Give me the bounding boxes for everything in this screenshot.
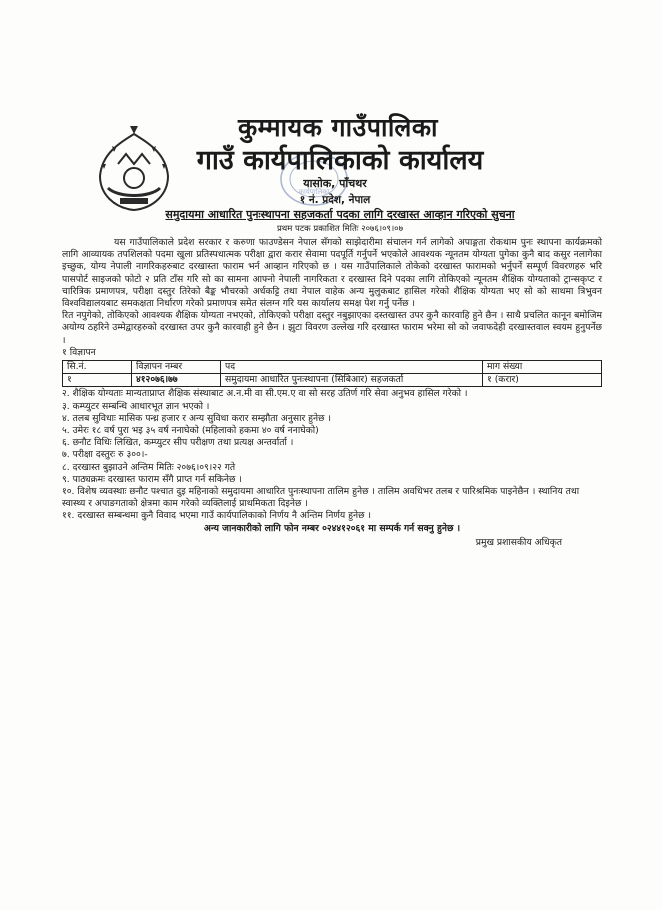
- table-cell: ४१२०७६।७७: [132, 374, 221, 387]
- list-item: ६. छनौट विधिः लिखित, कम्प्युटर सीप परीक्षण तथा प्रत्यक्ष अन्तर्वार्ता ।: [62, 437, 294, 449]
- table-row: [63, 374, 602, 387]
- notice-paragraph-1: यस गाउँपालिकाले प्रदेश सरकार र करुणा फाउण्डेसन नेपाल सँगको साझेदारीमा संचालन गर्न लागेको अपाङ्गता रोकथाम पुनः स्थापना कार्यक्रमको लागि आव्यायक तपशिलको पदमा खुला प्रतिस्पधात्मक परीक्षा द्वारा करार सेवामा पदपूर्ति गर्नुपर्ने भएकोले आवश्यक न्यूनतम योग्यता पुगेका कुनै बाद कसुर नलागेका इच्छुक, योग्य नेपाली नागरिकहरुबाट दरखास्ता फाराम भर्न आव्हान गरिएको छ । यस गाउँपालिकाले तोकेको दरखास्त फारामको भर्नुपर्ने सम्पूर्ण विवरणहरु भरि पासपोर्ट साइजको फोटो २ प्रति टाँस गरि सो का सामना आफ्नो नेपाली नागरिकता र दरखास्त दिने पदका लागि तोकिएको न्यूनतम शैक्षिक योग्यताको ट्रान्सकृप्ट र चारित्रिक प्रमाणपत्र, परीक्षा दस्तुर तिरेको बैङ्क भौचरको अर्धकट्टि तथा नेपाल वाहेक अन्य मुलुकबाट हासिल गरेको शैक्षिक योग्यता भए सो को साथमा त्रिभुवन विश्वविद्यालयबाट समकक्षता निर्धारण गरेको प्रमाणपत्र समेत संलग्न गरि यस कार्यालय समक्ष पेश गर्नु पर्नेछ ।: [62, 237, 602, 310]
- section-label: १ विज्ञापन: [62, 346, 96, 358]
- table-header-cell: माग संख्या: [483, 361, 602, 374]
- office-province: १ नं. प्रदेश, नेपाल: [299, 194, 371, 206]
- list-item: ३. कम्प्युटर सम्बन्धि आधारभूत ज्ञान भएको ।: [62, 400, 210, 412]
- table-cell: १: [63, 374, 132, 387]
- signature-title: प्रमुख प्रशासकीय अधिकृत: [475, 536, 562, 548]
- requirements-list: [62, 388, 602, 522]
- list-item: ७. परीक्षा दस्तुरः रु ३००।-: [62, 449, 148, 461]
- table-header-cell: सि.नं.: [63, 361, 132, 374]
- vacancy-table: [62, 360, 602, 387]
- stamp-text: कार्यपालिका: [298, 188, 330, 196]
- municipality-name: कुम्मायक गाउँपालिका: [237, 113, 439, 142]
- table-cell: समुदायमा आधारित पुनःस्थापना (सिबिआर) सहजकर्ता: [221, 374, 483, 387]
- office-address: यासोक, पाँचथर: [303, 177, 367, 190]
- office-name: गाउँ कार्यपालिकाको कार्यालय: [196, 145, 484, 176]
- table-header-cell: विज्ञापन नम्बर: [132, 361, 221, 374]
- list-item: ५. उमेरः १८ वर्ष पुरा भइ ३५ वर्ष ननाघेको (महिलाको हकमा ४० वर्ष ननाघेको): [62, 425, 319, 437]
- contact-line: अन्य जानकारीको लागि फोन नम्बर ०२४४१२०६१ मा सम्पर्क गर्न सक्नु हुनेछ ।: [203, 522, 461, 534]
- notice-paragraph-2: रित नपुगेको, तोकिएको आवश्यक शैक्षिक योग्यता नभएको, तोकिएको परीक्षा दस्तुर नबुझाएका दस्तखास्त उपर कुनै कारवाहि हुने छैन । साथै प्रचलित कानून बमोजिम अयोग्य ठहरिने उम्मेद्वारहरुको दरखास्त उपर कुनै कारवाही हुने छैन । झुटा विवरण उल्लेख गरि दरखास्त फाराम भरेमा सो को जवाफदेही दरखास्तवाल स्वयम हुनुपर्नेछ ।: [62, 310, 602, 346]
- list-item: ८. दरखास्त बुझाउने अन्तिम मितिः २०७६।०९।२२ गते: [62, 461, 236, 473]
- list-item: १०. विशेष व्यवस्थाः छनौट पश्चात दुइ महिनाको समुदायमा आधारित पुनःस्थापना तालिम हुनेछ । तालिम अवधिभर तलब र पारिश्रमिक पाइनेछैन । स्थानिय तथा स्वास्थ्य र अपाङगताको क्षेत्रमा काम गरेको व्यक्तिलाई प्राथमिकता दिइनेछ ।: [62, 486, 580, 510]
- list-item: ४. तलब सुविधाः मासिक पन्ध्र हजार र अन्य सुविधा करार सम्झौता अनुसार हुनेछ ।: [62, 412, 331, 424]
- table-header-row: [63, 361, 602, 374]
- notice-body: [62, 237, 602, 549]
- publication-date: प्रथम पटक प्रकाशित मितिः २०७६।०९।०७: [276, 224, 404, 234]
- table-header-cell: पद: [221, 361, 483, 374]
- list-item: ९. पाठ्यक्रमः दरखास्त फाराम सँगै प्राप्त गर्न सकिनेछ ।: [62, 473, 242, 485]
- list-item: २. शैक्षिक योग्यताः मान्यताप्राप्त शैक्षिक संस्थाबाट अ.न.मी वा सी.एम.ए वा सो सरह उतिर्ण गरि सेवा अनुभव हासिल गरेको ।: [62, 388, 468, 400]
- notice-title: समुदायमा आधारित पुनःस्थापना सहजकर्ता पदका लागि दरखास्त आव्हान गरिएको सुचना: [165, 208, 515, 221]
- list-item: ११. दरखास्त सम्बन्धमा कुनै विवाद भएमा गाउँ कार्यपालिकाको निर्णय नै अन्तिम निर्णय हुनेछ ।: [62, 510, 372, 522]
- table-cell: १ (करार): [483, 374, 602, 387]
